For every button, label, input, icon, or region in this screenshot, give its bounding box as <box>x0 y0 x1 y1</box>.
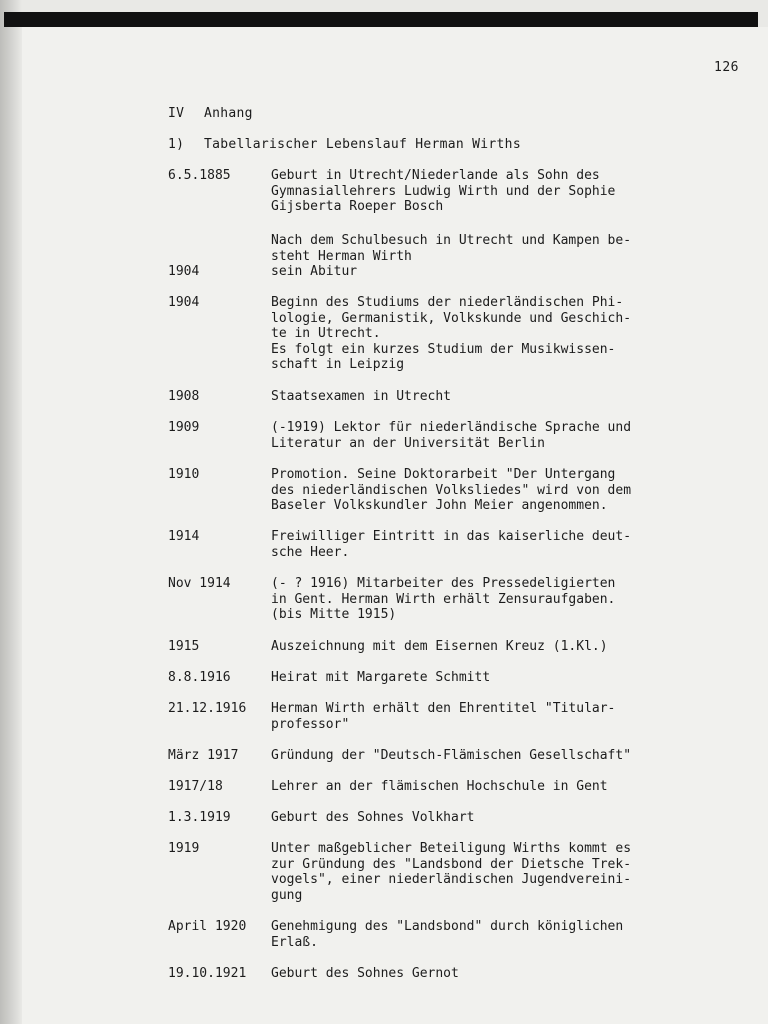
timeline-entry <box>168 467 708 514</box>
subsection-title: Tabellarischer Lebenslauf Herman Wirths <box>204 137 521 152</box>
entry-date: 1919 <box>168 841 200 856</box>
entry-text: (-1919) Lektor für niederländische Sprache und Literatur an der Universität Berlin <box>271 420 632 451</box>
entry-text: Freiwilliger Eintritt in das kaiserliche deut- sche Heer. <box>271 529 632 560</box>
entry-date: 1915 <box>168 639 200 654</box>
timeline-entry <box>168 779 708 795</box>
entry-date: 1904 <box>168 295 200 310</box>
entry-date: 1914 <box>168 529 200 544</box>
entry-date: 19.10.1921 <box>168 966 247 981</box>
entry-text: Gründung der "Deutsch-Flämischen Gesellschaft" <box>271 748 632 763</box>
entry-date: 8.8.1916 <box>168 670 231 685</box>
entry-date: 1909 <box>168 420 200 435</box>
entry-text: Geburt des Sohnes Volkhart <box>271 810 475 825</box>
entry-text: Promotion. Seine Doktorarbeit "Der Untergang des niederländischen Volksliedes" wird von dem Baseler Volkskundler John Meier angenommen. <box>271 467 632 513</box>
timeline-entry <box>168 295 708 373</box>
timeline-entry <box>168 576 708 623</box>
entry-text: Unter maßgeblicher Beteiligung Wirths kommt es zur Gründung des "Landsbond der Dietsche Trek- vogels", einer niederländischen Jugendvereini- gung <box>271 841 632 903</box>
entry-date: März 1917 <box>168 748 239 763</box>
scan-top-border <box>4 12 758 27</box>
timeline-entry <box>168 389 708 405</box>
subsection-number: 1) <box>168 137 185 152</box>
entry-text: Auszeichnung mit dem Eisernen Kreuz (1.Kl.) <box>271 639 608 654</box>
entry-date: 1908 <box>168 389 200 404</box>
entry-text: Beginn des Studiums der niederländischen Phi- lologie, Germanistik, Volkskunde und Geschich- te in Utrecht. Es folgt ein kurzes Studium der Musikwissen- schaft in Leipzig <box>271 295 632 372</box>
timeline-entry <box>168 168 708 215</box>
entry-text: Genehmigung des "Landsbond" durch königlichen Erlaß. <box>271 919 624 950</box>
entry-text: Lehrer an der flämischen Hochschule in Gent <box>271 779 608 794</box>
entry-text: Staatsexamen in Utrecht <box>271 389 452 404</box>
entry-text: Geburt in Utrecht/Niederlande als Sohn des Gymnasiallehrers Ludwig Wirth und der Sophie Gijsberta Roeper Bosch <box>271 168 616 214</box>
entry-date: April 1920 <box>168 919 247 934</box>
timeline-entry <box>168 670 708 686</box>
section-title: Anhang <box>204 106 253 121</box>
entry-date: 1910 <box>168 467 200 482</box>
scan-shadow-edge <box>0 0 22 1024</box>
timeline-entry <box>168 701 708 732</box>
entry-text: Herman Wirth erhält den Ehrentitel "Titular- professor" <box>271 701 616 732</box>
timeline-entry <box>168 233 708 264</box>
subsection-heading <box>168 137 521 152</box>
timeline-entry <box>168 810 708 826</box>
entry-date: 6.5.1885 <box>168 168 231 183</box>
entry-date: 1904 <box>168 264 200 279</box>
entry-text: Geburt des Sohnes Gernot <box>271 966 459 981</box>
timeline-entry <box>168 420 708 451</box>
entry-text: Nach dem Schulbesuch in Utrecht und Kampen be- steht Herman Wirth <box>271 233 632 264</box>
entry-text: sein Abitur <box>271 264 358 279</box>
timeline-entry <box>168 748 708 764</box>
timeline-entry <box>168 841 708 903</box>
timeline-entry <box>168 919 708 950</box>
entry-date: 1917/18 <box>168 779 223 794</box>
entry-date: 1.3.1919 <box>168 810 231 825</box>
timeline-entry <box>168 966 708 982</box>
entry-text: Heirat mit Margarete Schmitt <box>271 670 491 685</box>
page-number: 126 <box>714 60 739 75</box>
timeline-entry <box>168 529 708 560</box>
section-number: IV <box>168 106 185 121</box>
entry-date: 21.12.1916 <box>168 701 247 716</box>
entry-date: Nov 1914 <box>168 576 231 591</box>
entry-text: (- ? 1916) Mitarbeiter des Pressedeligierten in Gent. Herman Wirth erhält Zensuraufgaben. (bis Mitte 1915) <box>271 576 616 622</box>
section-heading <box>168 106 253 121</box>
timeline-entry <box>168 264 708 280</box>
timeline-entry <box>168 639 708 655</box>
